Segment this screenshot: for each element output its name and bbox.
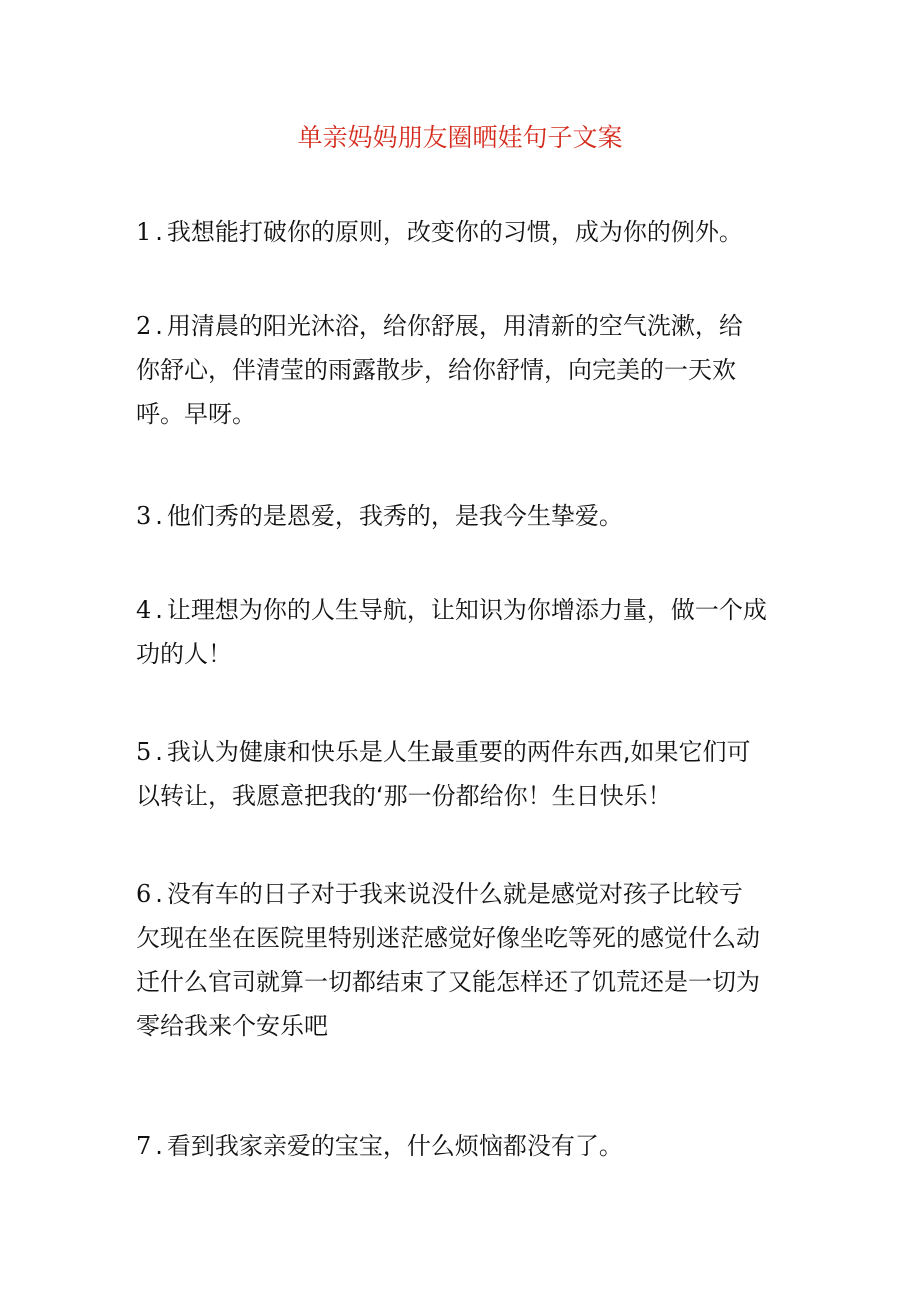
item-number: 5: [136, 738, 152, 766]
item-text-line: 呼。早呀。: [136, 400, 256, 428]
item-text-line: 让理想为你的人生导航，让知识为你增添力量，做一个成: [166, 596, 767, 624]
list-item: [136, 730, 796, 818]
item-text-line: 我想能打破你的原则，改变你的习惯，成为你的例外。: [166, 218, 743, 246]
item-text-line: 他们秀的是恩爱，我秀的，是我今生挚爱。: [166, 502, 623, 530]
item-number: 1: [136, 218, 152, 246]
item-separator: .: [155, 218, 163, 246]
item-text-line: 我认为健康和快乐是人生最重要的两件东西,如果它们可: [166, 738, 751, 766]
item-separator: .: [155, 502, 163, 530]
list-item: [136, 588, 796, 676]
item-text-line: 零给我来个安乐吧: [136, 1012, 328, 1040]
item-text-line: 用清晨的阳光沐浴，给你舒展，用清新的空气洗漱，给: [166, 312, 743, 340]
item-separator: .: [155, 738, 163, 766]
item-text-line: 没有车的日子对于我来说没什么就是感觉对孩子比较亏: [166, 880, 743, 908]
item-number: 4: [136, 596, 152, 624]
item-separator: .: [155, 596, 163, 624]
document-title: 单亲妈妈朋友圈晒娃句子文案: [297, 123, 623, 152]
list-item: [136, 494, 796, 538]
item-text-line: 以转让，我愿意把我的‘那一份都给你！生日快乐！: [136, 782, 672, 810]
item-number: 6: [136, 880, 152, 908]
item-number: 2: [136, 312, 152, 340]
item-number: 7: [136, 1132, 152, 1160]
item-separator: .: [155, 880, 163, 908]
item-text-line: 功的人！: [136, 640, 232, 668]
item-number: 3: [136, 502, 152, 530]
list-item: [136, 1124, 796, 1168]
list-item: [136, 210, 796, 254]
list-item: [136, 872, 796, 1048]
item-text-line: 迁什么官司就算一切都结束了又能怎样还了饥荒还是一切为: [136, 968, 760, 996]
item-text-line: 你舒心，伴清莹的雨露散步，给你舒情，向完美的一天欢: [136, 356, 736, 384]
item-text-line: 欠现在坐在医院里特别迷茫感觉好像坐吃等死的感觉什么动: [136, 924, 760, 952]
list-item: [136, 304, 796, 436]
item-separator: .: [155, 312, 163, 340]
item-separator: .: [155, 1132, 163, 1160]
item-text-line: 看到我家亲爱的宝宝，什么烦恼都没有了。: [166, 1132, 623, 1160]
